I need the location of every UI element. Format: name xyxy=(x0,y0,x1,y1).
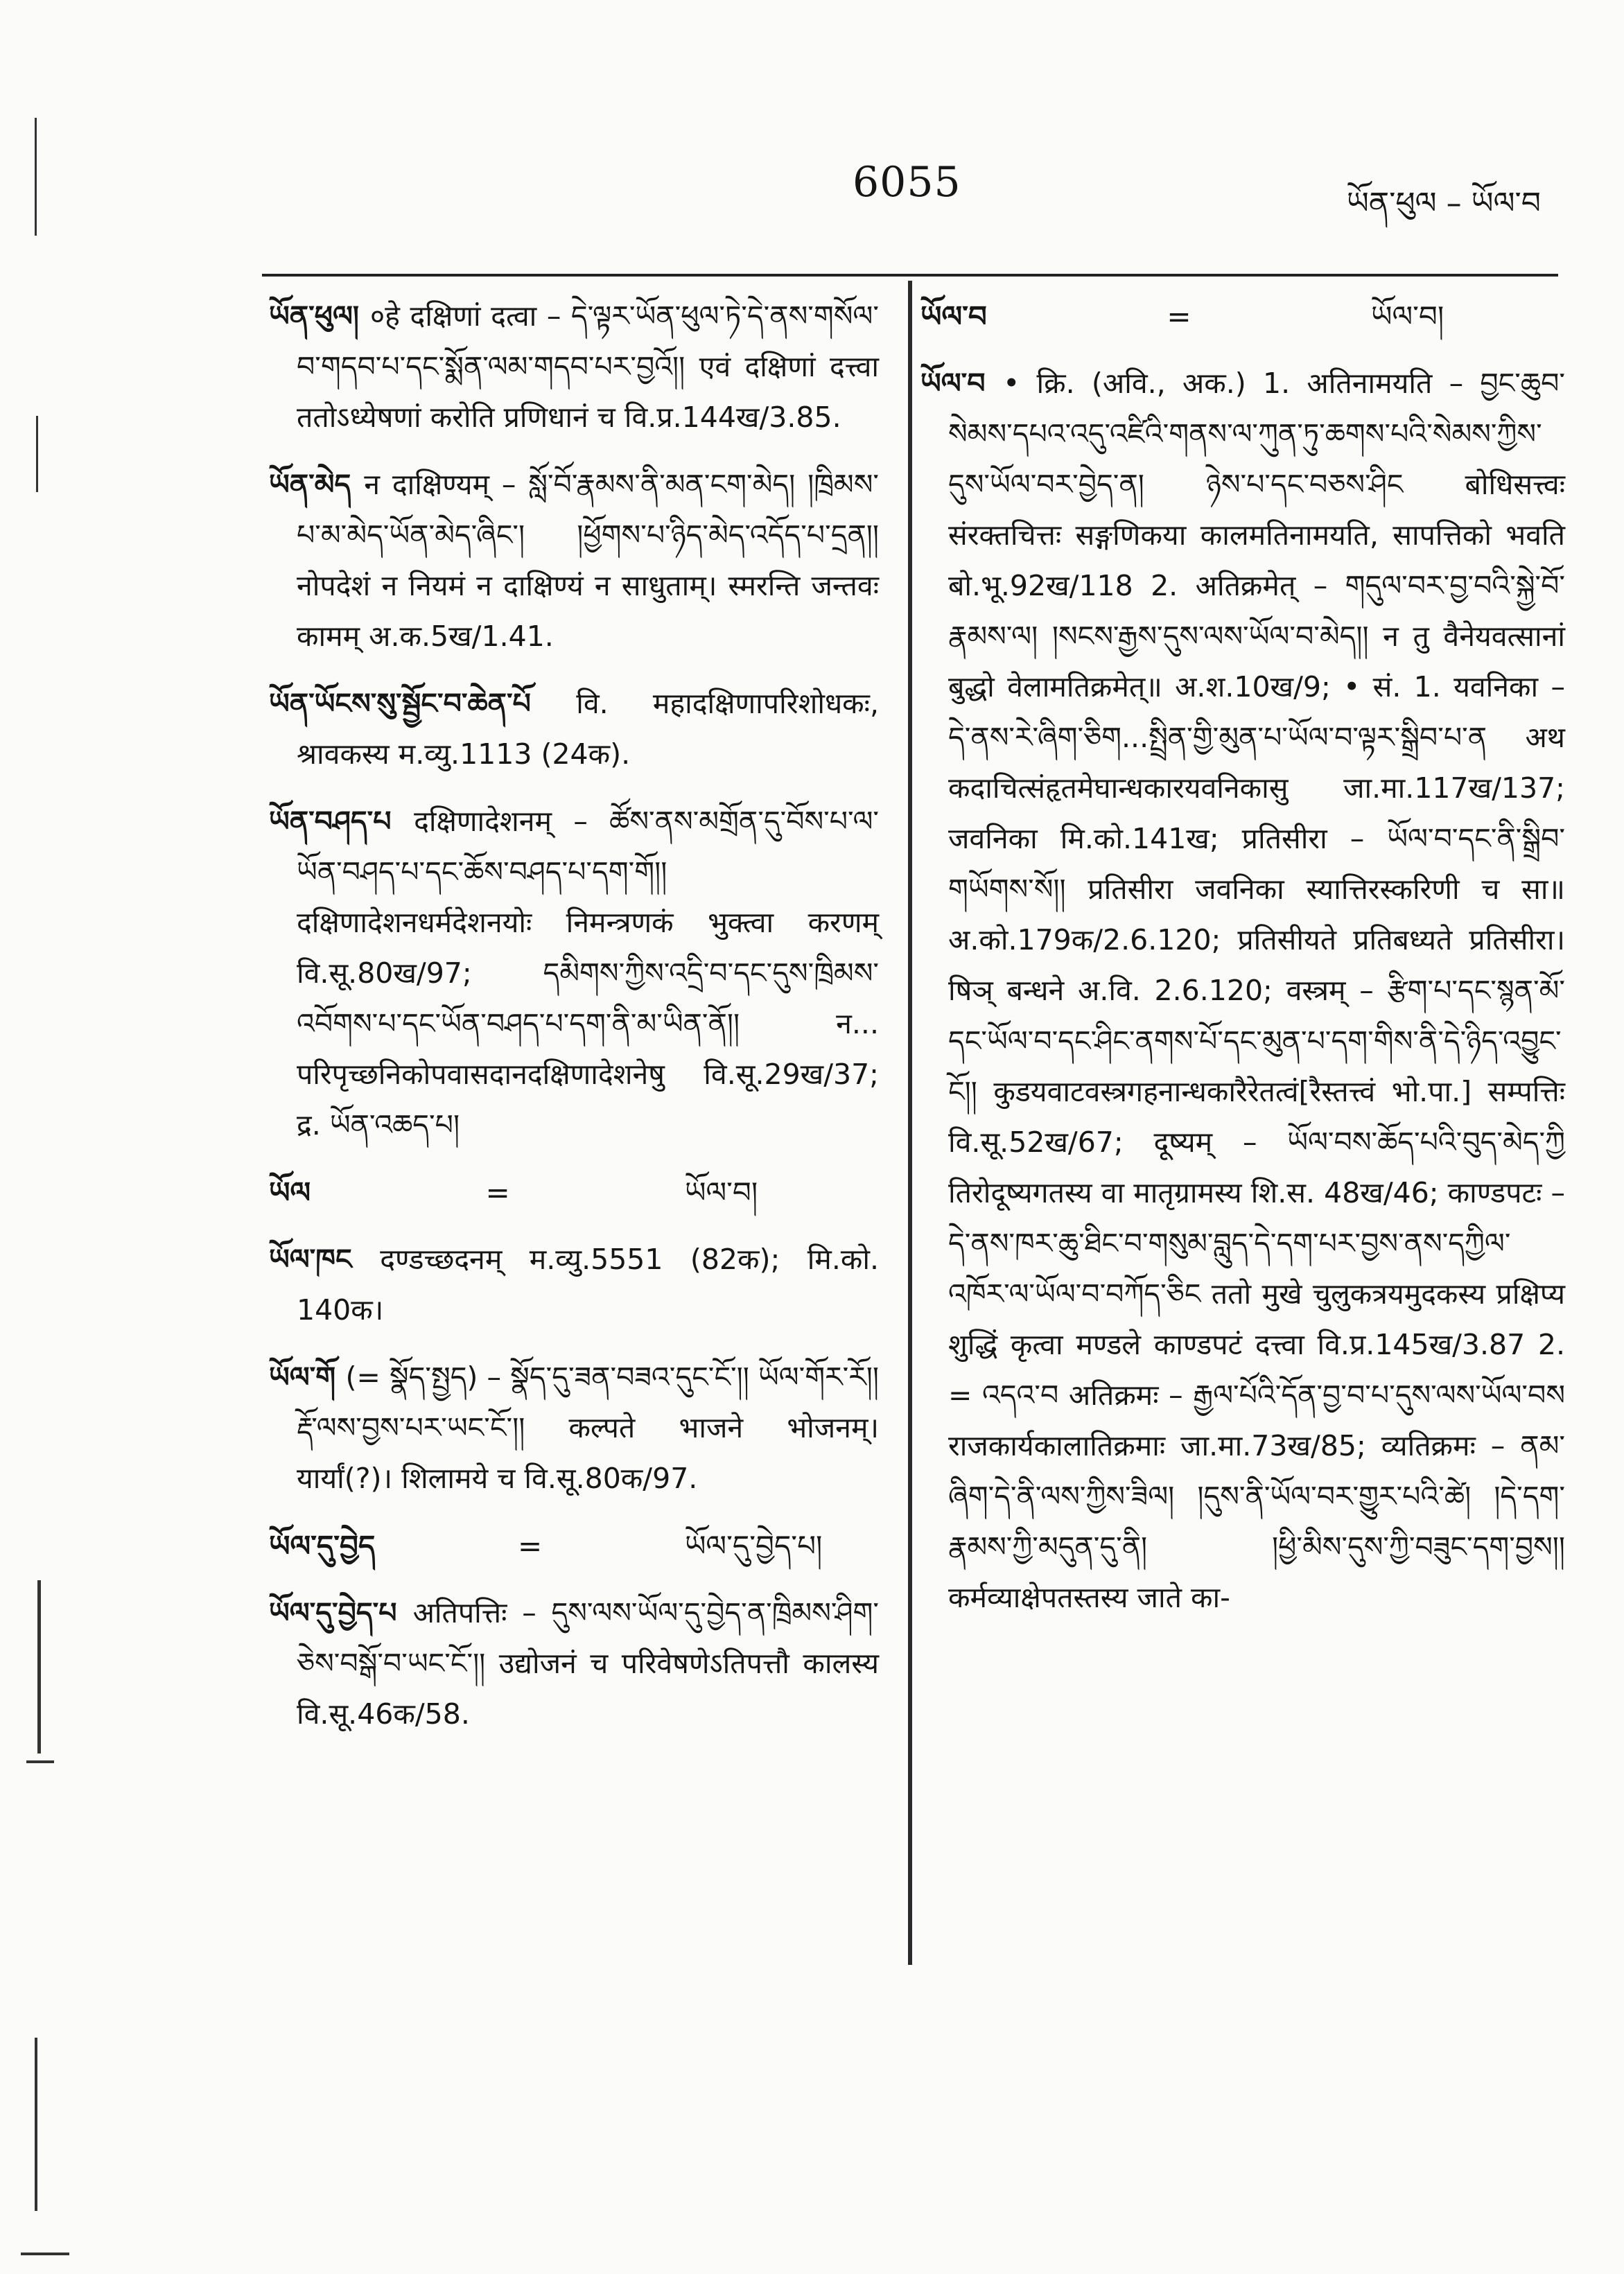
entry-body: • क्रि. (अवि., अक.) 1. अतिनामयति – བྱང་ཆུབ་སེམས་དཔའ་འདུ་འཛིའི་གནས་ལ་ཀུན་ཏུ་ཆགས་པའི་སེམས་ཀྱིས་དུས་ཡོལ་བར་བྱེད་ན། ཉེས་པ་དང་བཅས་ཤིང बोधिसत्त्वः संरक्तचित्तः सङ्गणिकया कालमतिनामयति, सापत्तिको भवति बो.भू.92ख/118 2. अतिक्रमेत् – གདུལ་བར་བྱ་བའི་སྐྱེ་བོ་རྣམས་ལ། །སངས་རྒྱས་དུས་ལས་ཡོལ་བ་མེད།། न तु वैनेयवत्सानां बुद्धो वेलामतिक्रमेत्॥ अ.श.10ख/9; • सं. 1. यवनिका – དེ་ནས་རེ་ཞིག་ཅིག...སྤྲིན་གྱི་མུན་པ་ཡོལ་བ་ལྟར་སྒྲིབ་པ་ན अथ कदाचित्संहृतमेघान्धकारयवनिकासु जा.मा.117ख/137; जवनिका मि.को.141ख; प्रतिसीरा – ཡོལ་བ་དང་ནི་སྒྲིབ་གཡོགས་སོ།། प्रतिसीरा जवनिका स्यात्तिरस्करिणी च सा॥ अ.को.179क/2.6.120; प्रतिसीयते प्रतिबध्यते प्रतिसीरा। षिञ् बन्धने अ.वि. 2.6.120; वस्त्रम् – རྩིག་པ་དང་སྙན་མོ་དང་ཡོལ་བ་དང་ཤིང་ནགས་པོ་དང་མུན་པ་དག་གིས་ནི་དེ་ཉིད་འབྱུང་ངོ།། कुडयवाटवस्त्रगहनान्धकारैरेतत्वं[रैस्तत्त्वं भो.पा.] सम्पत्तिः वि.सू.52ख/67; दूष्यम् – ཡོལ་བས་ཆོད་པའི་བུད་མེད་ཀྱི तिरोदूष्यगतस्य वा मातृग्रामस्य शि.स. 48ख/46; काण्डपटः – དེ་ནས་ཁར་ཆུ་ཐིང་བ་གསུམ་བླུད་དེ་དག་པར་བྱས་ནས་དཀྱིལ་འཁོར་ལ་ཡོལ་བ་བཀོད་ཅིང ततो मुखे चुलुकत्रयमुदकस्य प्रक्षिप्य शुद्धिं कृत्वा मण्डले काण्डपटं दत्त्वा वि.प्र.145ख/3.87 2. = འདའ་བ अतिक्रमः – རྒྱལ་པོའི་དོན་བྱ་བ་པ་དུས་ལས་ཡོལ་བས राजकार्यकालातिक्रमाः जा.मा.73ख/85; व्यतिक्रमः – ནམ་ཞིག་དེ་ནི་ལས་ཀྱིས་ཟིལ། །དུས་ནི་ཡོལ་བར་གྱུར་པའི་ཚེ། །དེ་དག་རྣམས་ཀྱི་མདུན་དུ་ནི། །ཕྱི་མིས་དུས་ཀྱི་བཟུང་དག་བྱས།། कर्मव्याक्षेपतस्तस्य जाते का- xyxy=(948,367,1565,1614)
entry-headword: ཡོལ་དུ་བྱེད xyxy=(269,1529,376,1563)
cross-reference-entry xyxy=(920,291,1565,342)
entry-headword: ཡོལ་བ xyxy=(920,299,987,333)
dictionary-entry xyxy=(269,1352,879,1504)
dictionary-entry xyxy=(269,1234,879,1336)
entry-headword: ཡོལ་གོ xyxy=(269,1361,346,1394)
top-rule xyxy=(262,274,1558,277)
entry-body: अतिपत्तिः – དུས་ལས་ཡོལ་དུ་བྱེད་ན་ཁྲིམས་ཤིག་ཅེས་བསྒོ་བ་ཡང་ངོ་།། उद्योजनं च परिवेषणेऽतिपत्तौ कालस्य वि.सू.46क/58. xyxy=(297,1596,879,1731)
dictionary-entry xyxy=(269,460,879,662)
entry-body: दक्षिणादेशनम् – ཚོས་ནས་མགྲོན་དུ་བོས་པ་ལ་ཡོན་བཤད་པ་དང་ཆོས་བཤད་པ་དག་གོ།། दक्षिणादेशनधर्मदेशनयोः निमन्त्रणकं भुक्त्वा करणम् वि.सू.80ख/97; དམིགས་ཀྱིས་འདྲི་བ་དང་དུས་ཁྲིམས་འབོགས་པ་དང་ཡོན་བཤད་པ་དག་ནི་མ་ཡིན་ནོ།། न... परिपृच्छनिकोपवासदानदक्षिणादेशनेषु वि.सू.29ख/37; द्र. ཡོན་འཆད་པ། xyxy=(297,805,879,1142)
margin-mark xyxy=(36,416,38,492)
dictionary-entry xyxy=(269,679,879,780)
dictionary-entry xyxy=(920,358,1565,1623)
entry-body: न दाक्षिण्यम् – སློ་བོ་རྣམས་ནི་མན་ངག་མེད། །ཁྲིམས་པ་མ་མེད་ཡོན་མེད་ཞིང་། །ཕྱོགས་པ་ཉིད་མེད་འདོད་པ་དྲན།། नोपदेशं न नियमं न दाक्षिण्यं न साधुताम्। स्मरन्ति जन्तवः कामम् अ.क.5ख/1.41. xyxy=(297,468,879,653)
entry-headword: ཡོལ་བ xyxy=(920,367,1004,400)
cross-reference-target: ཡོལ་བ། xyxy=(685,1175,758,1209)
entry-headword: ཡོལ་ཁང xyxy=(269,1243,381,1276)
cross-reference-target: ཡོལ་དུ་བྱེད་པ། xyxy=(684,1529,823,1563)
cross-reference-target: ཡོལ་བ། xyxy=(1371,299,1444,333)
dictionary-entry xyxy=(269,291,879,443)
entry-headword: ཡོལ་དུ་བྱེད་པ xyxy=(269,1596,413,1629)
margin-mark xyxy=(37,1580,41,1753)
entry-body: दण्डच्छदनम् म.व्यु.5551 (82क); मि.को. 140क। xyxy=(297,1243,879,1327)
margin-mark xyxy=(35,118,37,236)
right-column xyxy=(920,291,1565,1640)
cross-reference-entry xyxy=(269,1521,879,1571)
dictionary-entry xyxy=(269,796,879,1151)
equals-sign: = xyxy=(1167,299,1191,333)
entry-body: ०हे दक्षिणां दत्वा – དེ་ལྟར་ཡོན་ཕུལ་ཏེ་དེ་ནས་གསོལ་བ་གདབ་པ་དང་སྨོན་ལམ་གདབ་པར་བྱའོ།། एवं दक्षिणां दत्त्वा ततोऽध्येषणां करोति प्रणिधानं च वि.प्र.144ख/3.85. xyxy=(297,299,879,434)
entry-headword: ཡོན་ཡོངས་སུ་སྦྱོང་བ་ཆེན་པོ xyxy=(269,687,577,720)
page-number: 6055 xyxy=(853,158,961,207)
margin-mark xyxy=(26,1760,54,1763)
margin-mark xyxy=(21,2253,69,2255)
running-head: ཡོན་ཕུལ – ཡོལ་བ xyxy=(1346,186,1541,221)
column-rule xyxy=(908,281,912,1965)
entry-headword: ཡོན་བཤད་པ xyxy=(269,805,414,838)
cross-reference-entry xyxy=(269,1167,879,1218)
margin-mark xyxy=(35,2038,37,2211)
entry-headword: ཡོལ xyxy=(269,1175,311,1209)
equals-sign: = xyxy=(485,1175,510,1209)
left-column xyxy=(269,291,879,1756)
entry-headword: ཡོན་མེད xyxy=(269,468,365,501)
equals-sign: = xyxy=(518,1529,543,1563)
entry-body: वि. महादक्षिणापरिशोधकः, श्रावकस्य म.व्यु.1113 (24क). xyxy=(297,687,879,771)
entry-body: (= སྣོད་སྤྱད) – སྣོད་དུ་ཟན་བཟའ་དུང་ངོ་།། ཡོལ་གོར་རོ།། རྡོ་ལས་བྱས་པར་ཡང་ངོ་།། कल्पते भाजने भोजनम्। यार्यां(?)। शिलामये च वि.सू.80क/97. xyxy=(297,1361,879,1495)
dictionary-entry xyxy=(269,1588,879,1740)
entry-headword: ཡོན་ཕུལ། xyxy=(269,299,370,333)
